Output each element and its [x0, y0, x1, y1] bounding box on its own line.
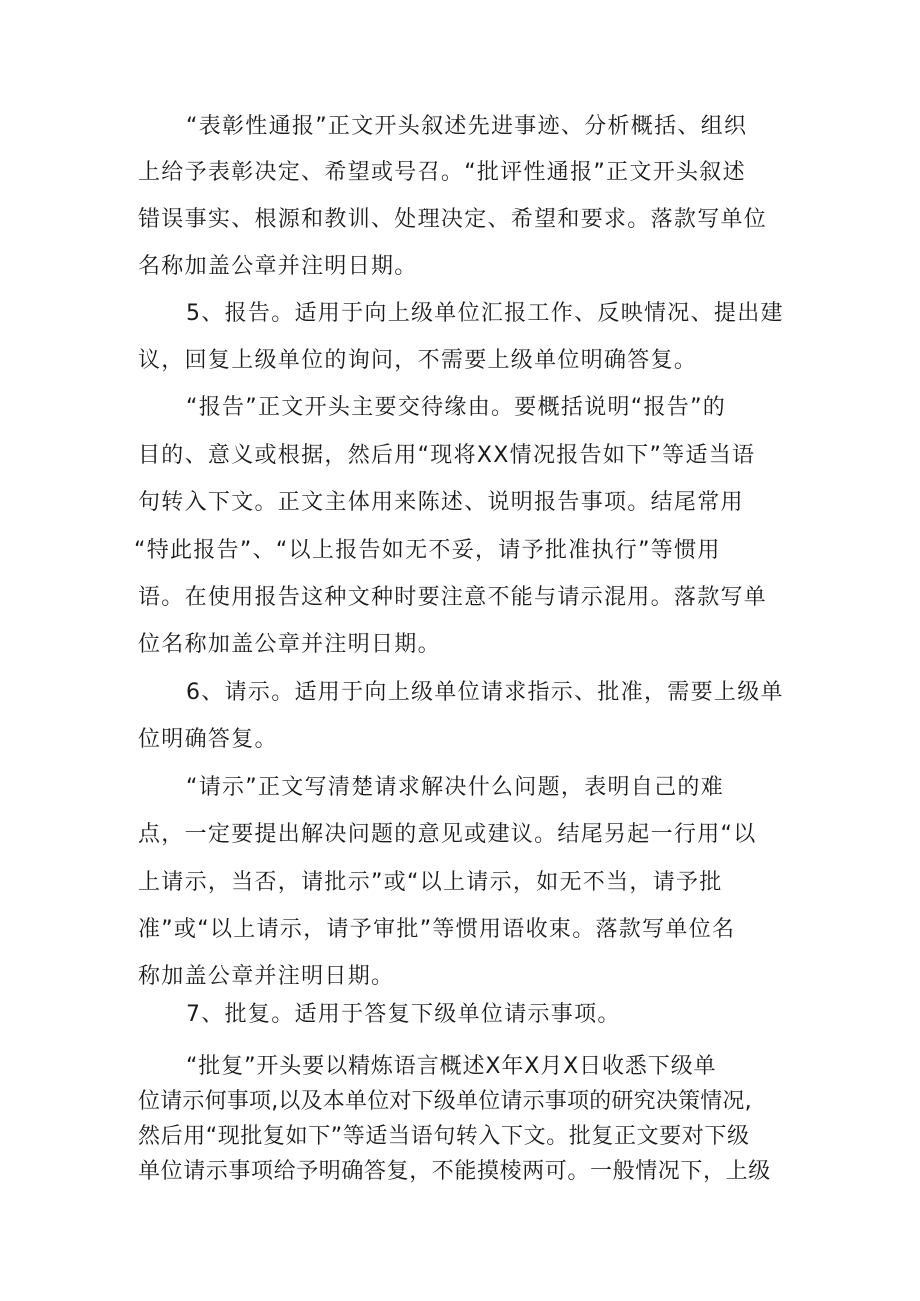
para-request-line-3: 上请示，当否，请批示”或“以上请示，如无不当，请予批: [138, 870, 723, 895]
heading-request-line-2: 位明确答复。: [138, 727, 278, 752]
heading-request-line-1: 6、请示。适用于向上级单位请求指示、批准，需要上级单: [186, 680, 784, 705]
para-reply-line-1: “批复”开头要以精炼语言概述X年X月X日收悉下级单: [186, 1054, 717, 1079]
para-commend-line-2: 上给予表彰决定、希望或号召。“批评性通报”正文开头叙述: [138, 160, 746, 185]
para-report-line-2: 目的、意义或根据，然后用“现将XX情况报告如下”等适当语: [138, 443, 756, 468]
para-report-line-4: “特此报告”、“以上报告如无不妥，请予批准执行”等惯用: [134, 538, 721, 563]
heading-reply-line-1: 7、批复。适用于答复下级单位请示事项。: [186, 1002, 621, 1027]
para-commend-line-1: “表彰性通报”正文开头叙述先进事迹、分析概括、组织: [186, 114, 748, 139]
para-report-line-5: 语。在使用报告这种文种时要注意不能与请示混用。落款写单: [138, 585, 768, 610]
para-reply-line-4: 单位请示事项给予明确答复，不能摸棱两可。一般情况下，上级: [138, 1159, 771, 1184]
para-reply-line-2: 位请示何事项,以及本单位对下级单位请示事项的研究决策情况,: [138, 1089, 752, 1114]
para-request-line-5: 称加盖公章并注明日期。: [138, 964, 395, 989]
para-request-line-1: “请示”正文写清楚请求解决什么问题，表明自己的难: [186, 775, 724, 800]
para-report-line-3: 句转入下文。正文主体用来陈述、说明报告事项。结尾常用: [138, 490, 744, 515]
para-reply-line-3: 然后用“现批复如下”等适当语句转入下文。批复正文要对下级: [138, 1124, 750, 1149]
para-commend-line-4: 名称加盖公章并注明日期。: [138, 254, 418, 279]
para-report-line-1: “报告”正文开头主要交待缘由。要概括说明“报告”的: [186, 395, 727, 420]
para-request-line-4: 准”或“以上请示，请予审批”等惯用语收束。落款写单位名: [138, 917, 736, 942]
para-report-line-6: 位名称加盖公章并注明日期。: [138, 632, 441, 657]
heading-report-line-1: 5、报告。适用于向上级单位汇报工作、反映情况、提出建: [186, 301, 784, 326]
para-commend-line-3: 错误事实、根源和教训、处理决定、希望和要求。落款写单位: [138, 207, 768, 232]
heading-report-line-2: 议，回复上级单位的询问，不需要上级单位明确答复。: [138, 348, 698, 373]
para-request-line-2: 点，一定要提出解决问题的意见或建议。结尾另起一行用“以: [138, 822, 757, 847]
